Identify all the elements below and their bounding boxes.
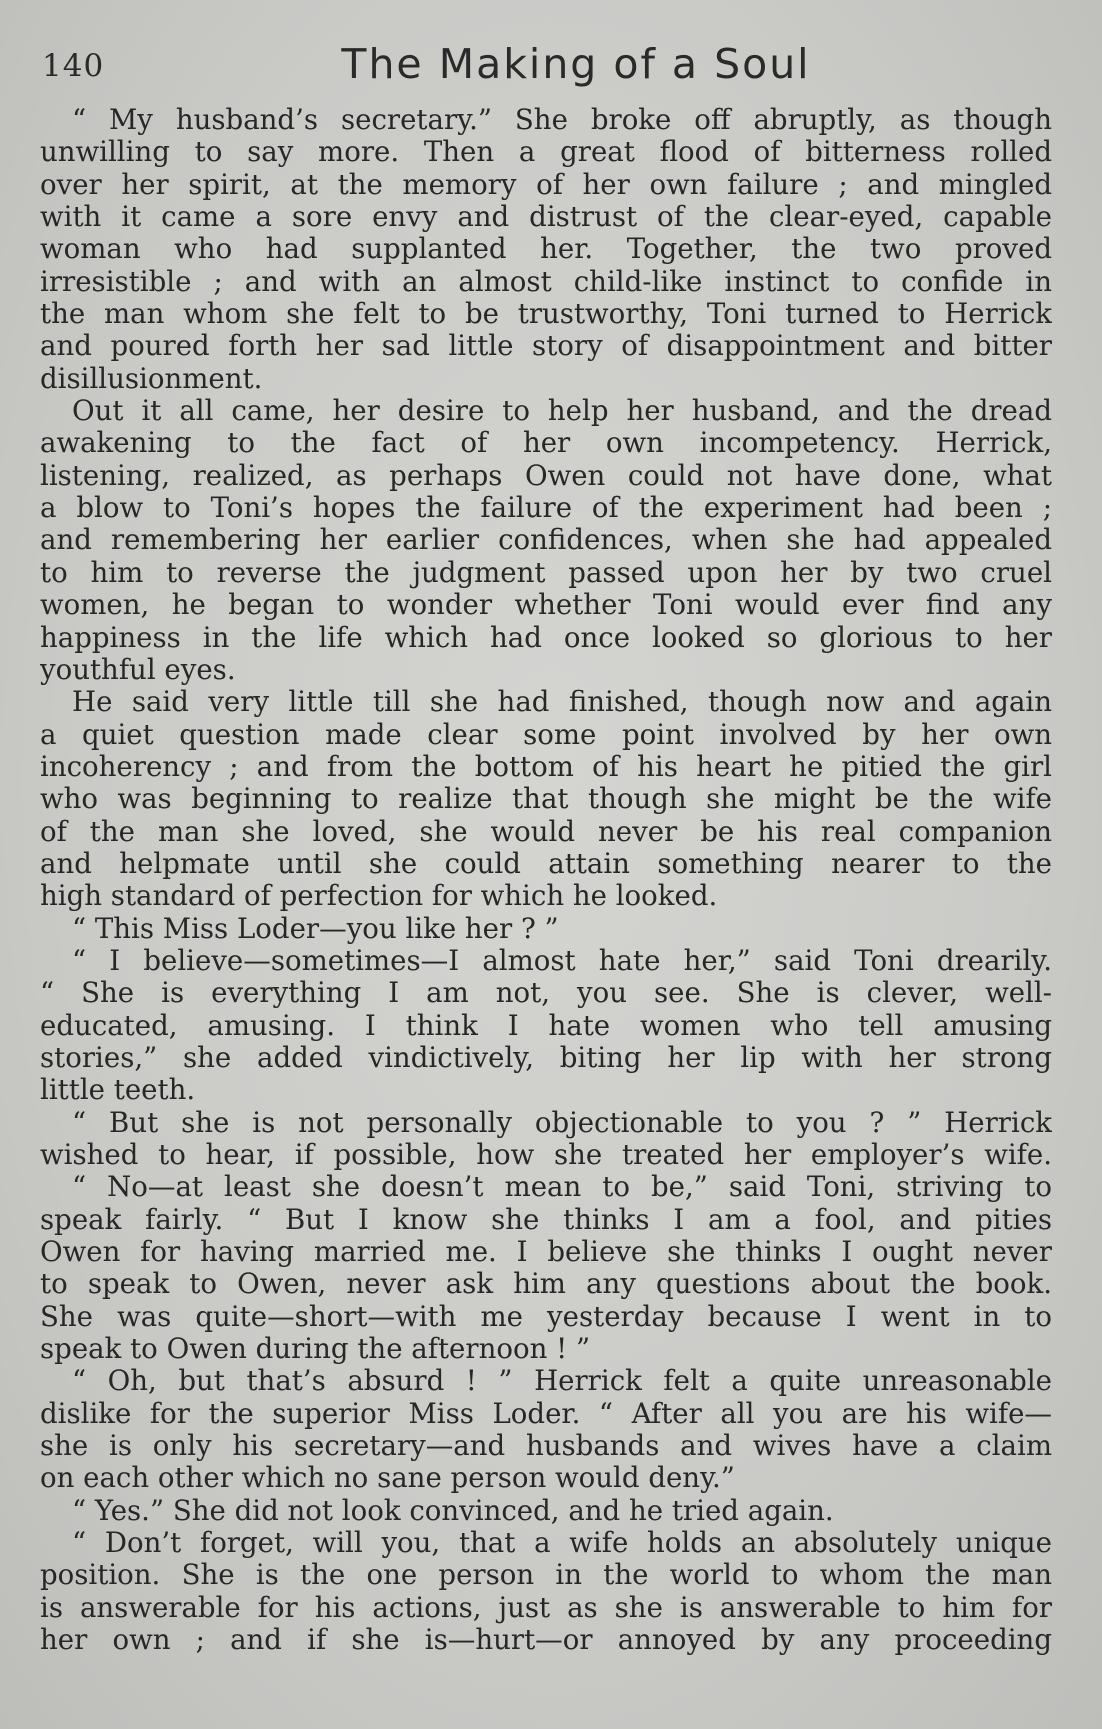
text-line: with it came a sore envy and distrust of the clear-eyed, capable <box>40 201 1052 234</box>
text-line: over her spirit, at the memory of her own failure ; and mingled <box>40 168 1052 201</box>
text-line: awakening to the fact of her own incompetency. Herrick, <box>40 427 1052 460</box>
text-line: He said very little till she had finished, though now and again <box>72 686 1052 719</box>
text-line: “ My husband’s secretary.” She broke off abruptly, as though <box>72 104 1052 136</box>
text-line: educated, amusing. I think I hate women who tell amusing <box>40 1009 1052 1042</box>
text-line: position. She is the one person in the world to whom the man <box>40 1559 1052 1592</box>
text-line: “ But she is not personally objectionable to you ? ” Herrick <box>72 1106 1052 1139</box>
text-line: and remembering her earlier confidences, when she had appealed <box>40 524 1052 557</box>
text-line: dislike for the superior Miss Loder. “ After all you are his wife— <box>40 1397 1052 1430</box>
text-line: speak to Owen during the afternoon ! ” <box>40 1333 591 1366</box>
text-line: who was beginning to realize that though she might be the wife <box>40 783 1052 816</box>
text-line: of the man she loved, she would never be his real companion <box>40 815 1052 848</box>
text-line: listening, realized, as perhaps Owen could not have done, what <box>40 459 1052 492</box>
text-line: on each other which no sane person would deny.” <box>40 1462 735 1495</box>
text-line: “ I believe—sometimes—I almost hate her,” said Toni drearily. <box>72 944 1052 977</box>
text-line: incoherency ; and from the bottom of his heart he pitied the girl <box>40 750 1052 783</box>
body-text <box>40 104 1052 1657</box>
text-line: “ Yes.” She did not look convinced, and he tried again. <box>72 1494 834 1527</box>
text-line: She was quite—short—with me yesterday because I went in to <box>40 1300 1052 1333</box>
text-line: “ This Miss Loder—you like her ? ” <box>72 912 559 945</box>
text-line: a quiet question made clear some point involved by her own <box>40 718 1052 751</box>
text-line: high standard of perfection for which he looked. <box>40 880 718 913</box>
text-line: disillusionment. <box>40 362 263 395</box>
text-line: stories,” she added vindictively, biting her lip with her strong <box>40 1041 1052 1074</box>
text-line: her own ; and if she is—hurt—or annoyed by any proceeding <box>40 1624 1052 1657</box>
text-line: she is only his secretary—and husbands and wives have a claim <box>40 1430 1052 1463</box>
text-line: “ Oh, but that’s absurd ! ” Herrick felt a quite unreasonable <box>72 1365 1052 1398</box>
text-line: Owen for having married me. I believe she thinks I ought never <box>40 1236 1052 1269</box>
text-line: and helpmate until she could attain something nearer to the <box>40 847 1052 880</box>
text-line: to him to reverse the judgment passed upon her by two cruel <box>40 556 1052 589</box>
text-line: Out it all came, her desire to help her husband, and the dread <box>72 395 1052 428</box>
running-title: The Making of a Soul <box>341 40 811 88</box>
text-line: and poured forth her sad little story of disappointment and bitter <box>40 330 1052 363</box>
text-line: wished to hear, if possible, how she treated her employer’s wife. <box>40 1139 1052 1171</box>
text-line: women, he began to wonder whether Toni would ever find any <box>40 589 1052 622</box>
text-line: little teeth. <box>40 1074 196 1107</box>
page-header <box>40 40 1052 98</box>
text-line: “ Don’t forget, will you, that a wife holds an absolutely unique <box>72 1527 1052 1560</box>
text-line: happiness in the life which had once looked so glorious to her <box>40 621 1052 654</box>
text-line: the man whom she felt to be trustworthy, Toni turned to Herrick <box>40 298 1052 331</box>
text-line: “ No—at least she doesn’t mean to be,” said Toni, striving to <box>72 1171 1052 1204</box>
text-line: speak fairly. “ But I know she thinks I am a fool, and pities <box>40 1203 1052 1236</box>
text-line: “ She is everything I am not, you see. She is clever, well- <box>40 977 1052 1010</box>
page-number: 140 <box>42 48 105 84</box>
text-line: unwilling to say more. Then a great flood of bitterness rolled <box>40 136 1052 169</box>
text-line: woman who had supplanted her. Together, the two proved <box>40 233 1052 266</box>
text-line: irresistible ; and with an almost child-like instinct to confide in <box>40 265 1052 298</box>
text-line: is answerable for his actions, just as she is answerable to him for <box>40 1591 1052 1624</box>
text-line: a blow to Toni’s hopes the failure of the experiment had been ; <box>40 492 1052 525</box>
text-line: to speak to Owen, never ask him any questions about the book. <box>40 1268 1052 1301</box>
text-line: youthful eyes. <box>40 653 236 686</box>
